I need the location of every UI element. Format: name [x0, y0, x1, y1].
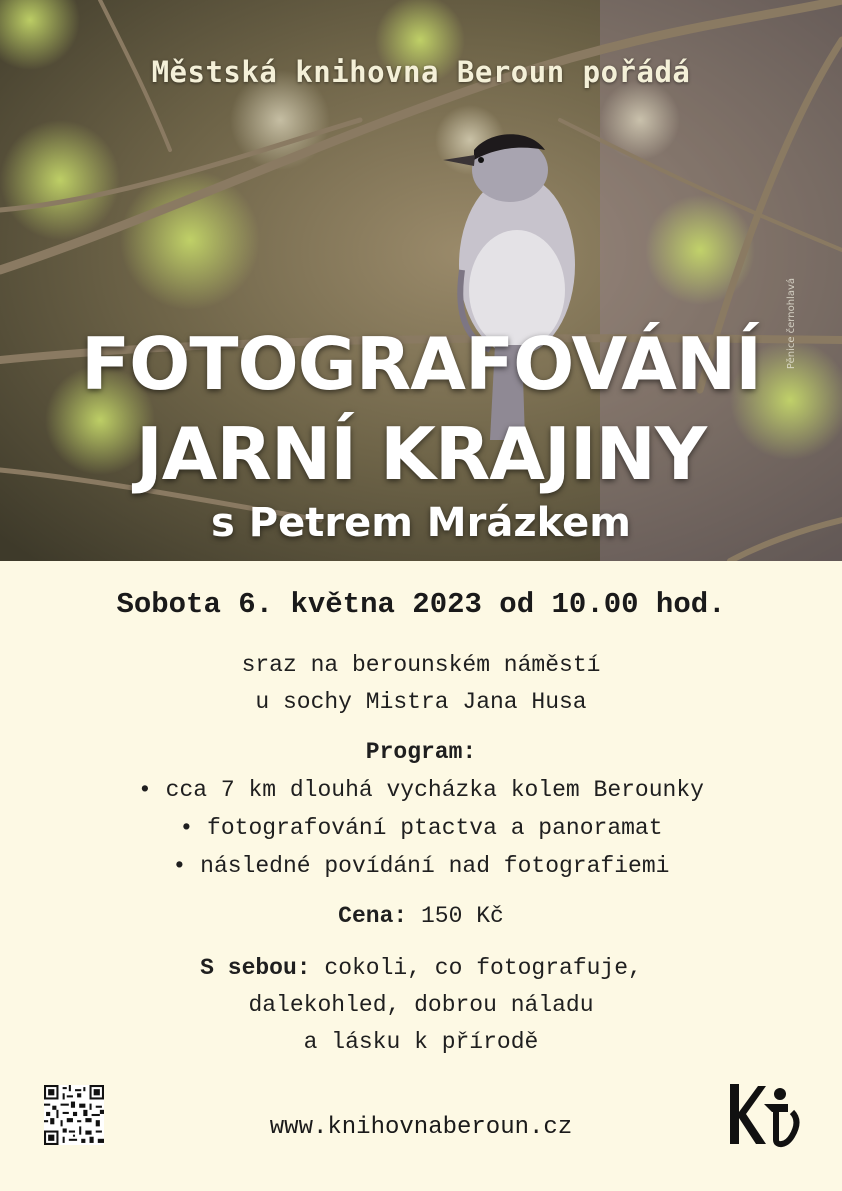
bring-line3: a lásku k přírodě: [303, 1029, 539, 1055]
program-item: • cca 7 km dlouhá vycházka kolem Berounky: [138, 777, 704, 803]
meeting-place-line2: u sochy Mistra Jana Husa: [255, 689, 587, 715]
meeting-place-line1: sraz na berounském náměstí: [241, 652, 601, 678]
price-label: Cena:: [338, 903, 408, 929]
price-value: 150 Kč: [421, 903, 504, 929]
event-date: Sobota 6. května 2023 od 10.00 hod.: [116, 588, 726, 621]
program-item: • následné povídání nad fotografiemi: [172, 853, 670, 879]
bring-row: [0, 955, 842, 981]
hero-photo: [0, 0, 842, 561]
event-title-line1: FOTOGRAFOVÁNÍ: [80, 322, 762, 406]
bring-line2: dalekohled, dobrou náladu: [248, 992, 594, 1018]
program-label: Program:: [365, 739, 477, 765]
bring-line1: cokoli, co fotografuje,: [324, 955, 642, 981]
program-item: • fotografování ptactva a panoramat: [179, 815, 663, 841]
website-link[interactable]: www.knihovnaberoun.cz: [269, 1114, 573, 1141]
photo-credit: Pěnice černohlavá: [786, 278, 797, 370]
bring-label: S sebou:: [200, 955, 311, 981]
event-title-line2: JARNÍ KRAJINY: [136, 412, 706, 496]
library-logo-icon: [728, 1082, 800, 1148]
organizer-text: Městská knihovna Beroun pořádá: [151, 55, 691, 89]
event-host: s Petrem Mrázkem: [211, 500, 631, 546]
price-row: [0, 903, 842, 929]
